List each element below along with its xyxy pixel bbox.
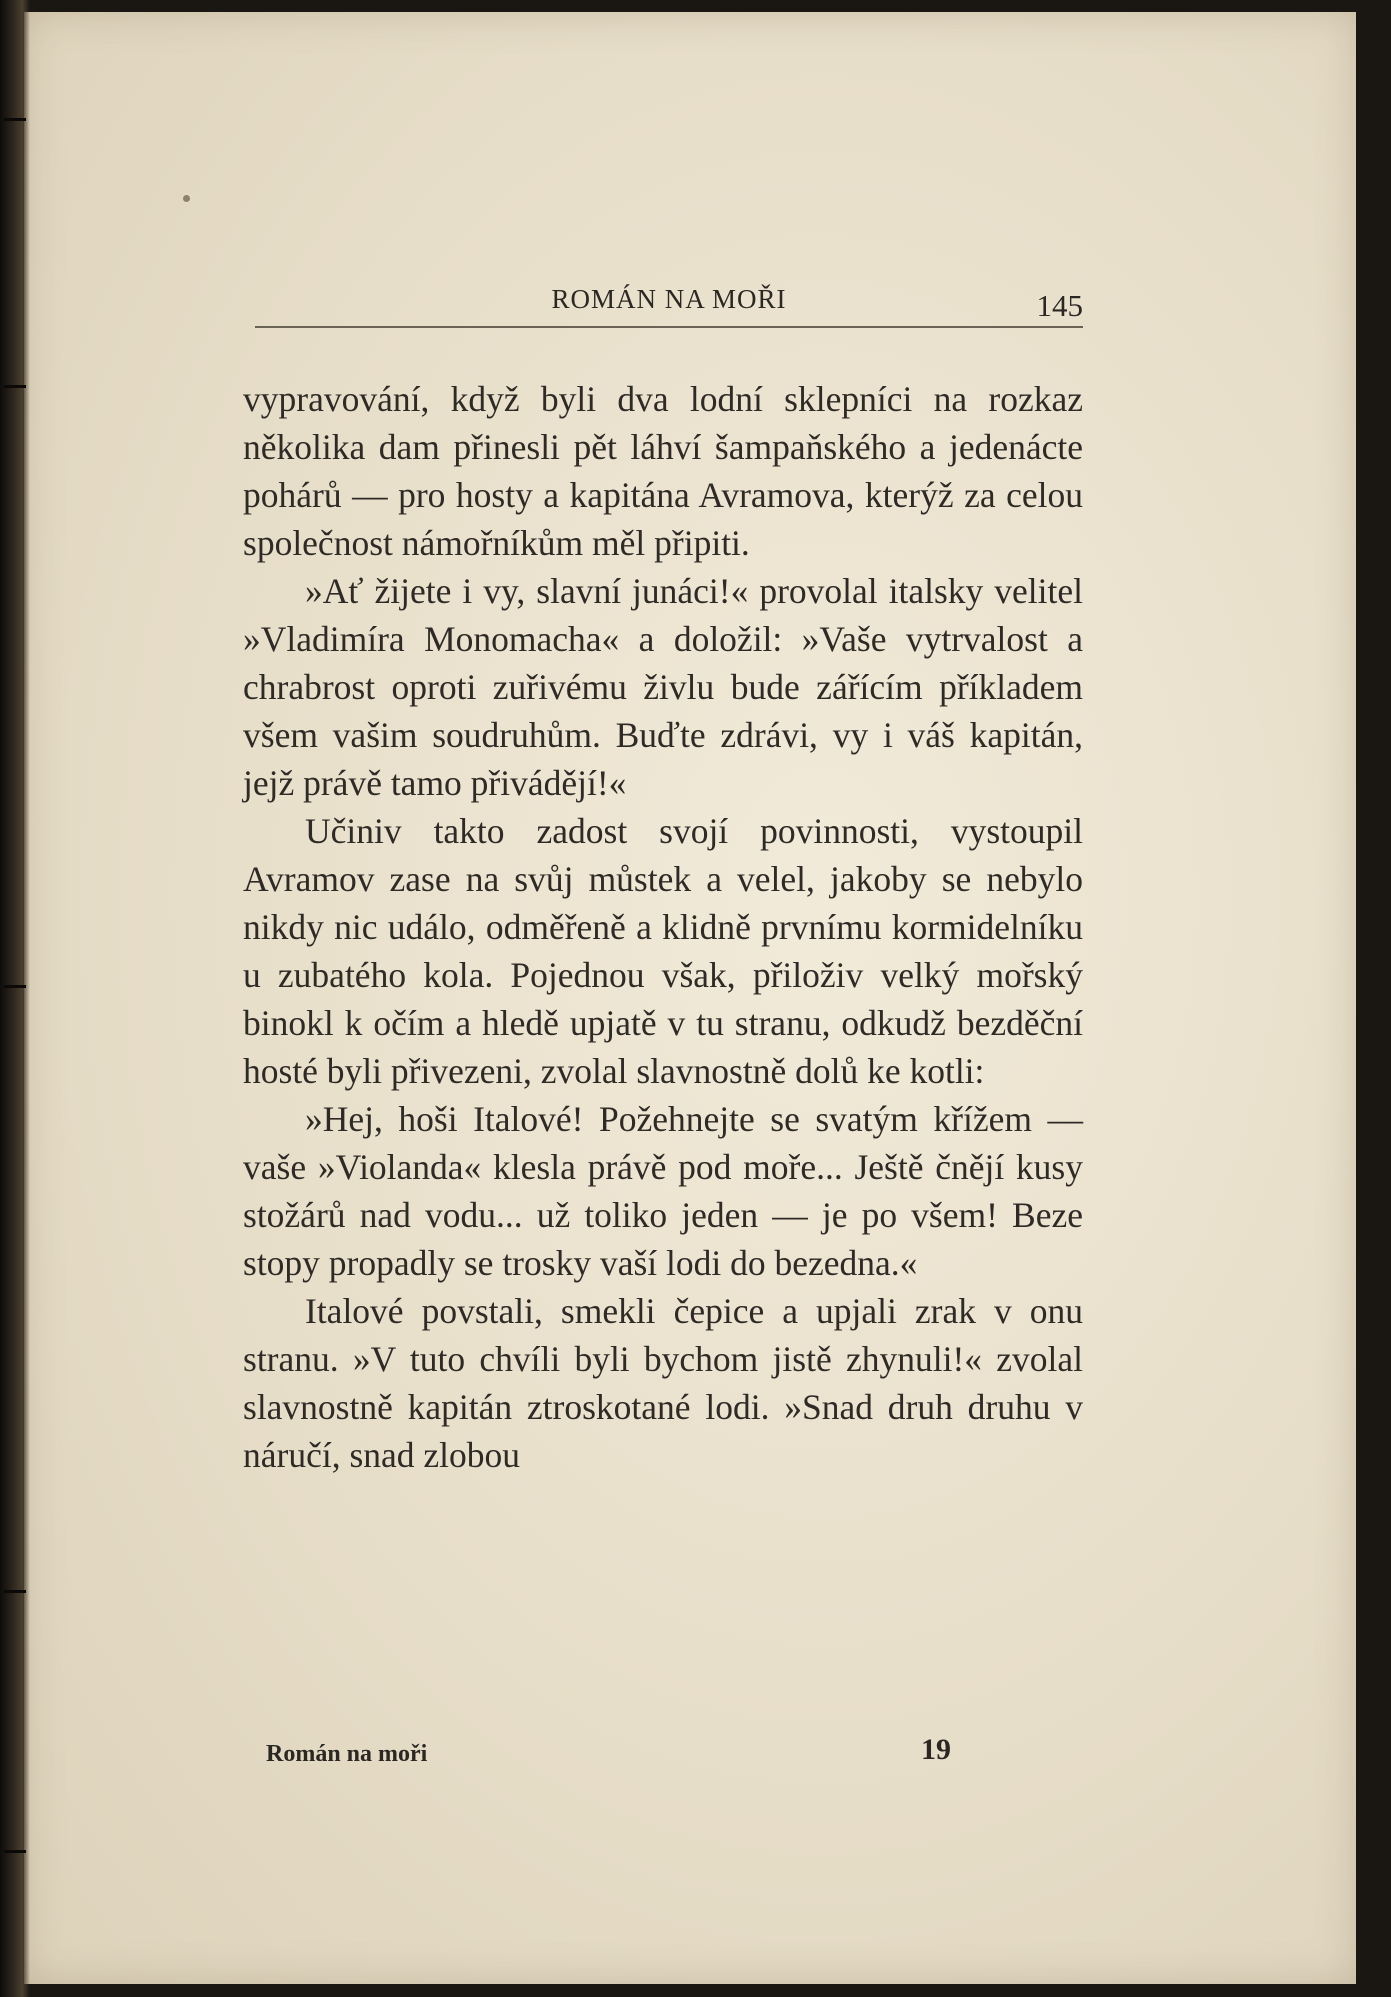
binding-mark [4, 1850, 26, 1853]
page-number: 145 [1036, 288, 1083, 323]
paper-speck [183, 195, 190, 202]
book-spine-edge [0, 0, 30, 1997]
paragraph-continued: vypravování, když byli dva lodní sklepníci na rozkaz několika dam přinesli pět láhví šampaňského a jedenácte pohárů — pro hosty a kapitána Avramova, kterýž za celou společnost námořníkům měl připiti. [243, 379, 1083, 563]
binding-mark [4, 985, 26, 988]
running-header [255, 276, 1083, 328]
paragraph: Učiniv takto zadost svojí povinnosti, vystoupil Avramov zase na svůj můstek a velel, jakoby se nebylo nikdy nic událo, odměřeně a klidně prvnímu kormidelníku u zubatého kola. Pojednou však, přiloživ velký mořský binokl k očím a hledě upjatě v tu stranu, odkudž bezděční hosté byli přivezeni, zvolal slavnostně dolů ke kotli: [243, 811, 1083, 1091]
binding-mark [4, 385, 26, 388]
binding-mark [4, 118, 26, 121]
body-text [243, 375, 1083, 1479]
signature-number: 19 [921, 1733, 951, 1766]
binding-mark [4, 1590, 26, 1593]
paragraph: »Hej, hoši Italové! Požehnejte se svatým křížem — vaše »Violanda« klesla právě pod moře... Ještě čnějí kusy stožárů nad vodu... už toliko jeden — je po všem! Beze stopy propadly se trosky vaší lodi do bezedna.« [243, 1099, 1083, 1283]
paragraph: Italové povstali, smekli čepice a upjali zrak v onu stranu. »V tuto chvíli byli bychom jistě zhynuli!« zvolal slavnostně kapitán ztroskotané lodi. »Snad druh druhu v náručí, snad zlobou [243, 1291, 1083, 1475]
signature-title: Román na moři [266, 1741, 428, 1767]
page-footer [266, 1733, 956, 1773]
paragraph: »Ať žijete i vy, slavní junáci!« provolal italsky velitel »Vladimíra Monomacha« a doložil: »Vaše vytrvalost a chrabrost oproti zuřivému živlu bude zářícím příkladem všem vašim soudruhům. Buďte zdrávi, vy i váš kapitán, jejž právě tamo přivádějí!« [243, 571, 1083, 803]
running-title: ROMÁN NA MOŘI [551, 284, 787, 314]
